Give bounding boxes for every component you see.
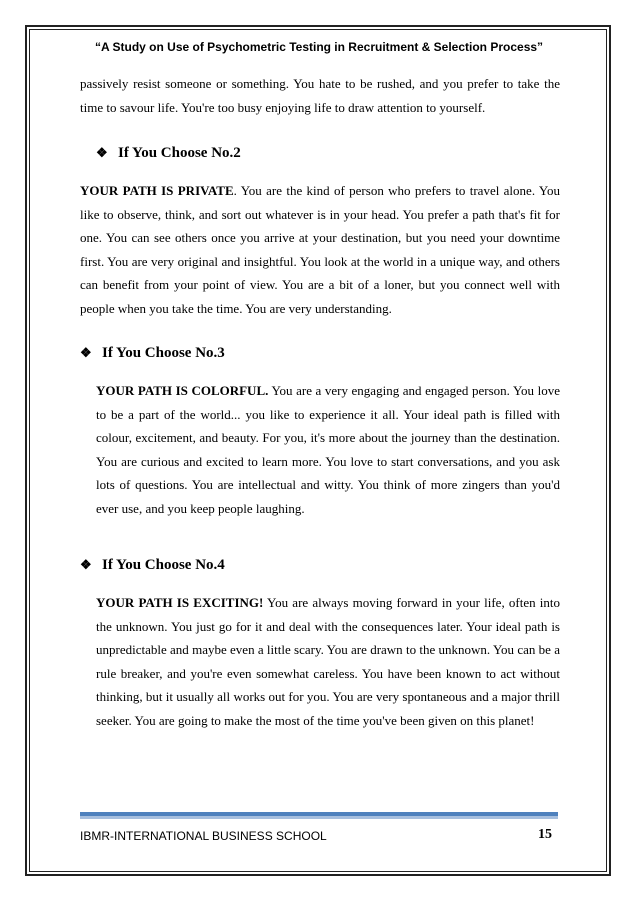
section-heading-no4 <box>80 555 560 575</box>
section-heading-text: If You Choose No.2 <box>118 145 241 161</box>
running-header: “A Study on Use of Psychometric Testing in Recruitment & Selection Process” <box>94 40 544 54</box>
section-body: You are always moving forward in your life, often into the unknown. You just go for it and deal with the consequences later. Your ideal path is unpredictable and maybe even a little scary. You are drawn to the unknown. You can be a rule breaker, and you're even somewhat careless. You have been known to act without thinking, but it usually all works out for you. You are very spontaneous and a major thrill seeker. You are going to make the most of the time you've been given on this planet! <box>96 595 560 728</box>
section-heading-no3 <box>80 343 560 363</box>
section-heading-text: If You Choose No.4 <box>102 557 225 573</box>
section-paragraph-no3 <box>96 379 560 520</box>
section-heading-text: If You Choose No.3 <box>102 345 225 361</box>
section-lead: YOUR PATH IS EXCITING! <box>96 595 264 610</box>
section-lead: YOUR PATH IS PRIVATE <box>80 183 234 198</box>
page-number: 15 <box>538 827 552 842</box>
section-paragraph-no2 <box>80 179 560 320</box>
section-lead: YOUR PATH IS COLORFUL. <box>96 383 269 398</box>
section-heading-no2 <box>96 143 560 163</box>
section-lead-punct: . <box>233 183 237 198</box>
document-body <box>80 72 560 732</box>
footer-institution: IBMR-INTERNATIONAL BUSINESS SCHOOL <box>80 829 327 843</box>
section-paragraph-no4 <box>96 591 560 732</box>
diamond-bullet-icon: ❖ <box>80 557 92 572</box>
diamond-bullet-icon: ❖ <box>80 345 92 360</box>
section-body: You are the kind of person who prefers to travel alone. You like to observe, think, and sort out whatever is in your head. You prefer a path that's fit for one. You can see others once you arrive at your destination, but you need your downtime first. You are very original and insightful. You look at the world in a unique way, and others can benefit from your point of view. You are a bit of a loner, but you connect well with people when you take the time. You are very understanding. <box>80 183 561 316</box>
intro-paragraph: passively resist someone or something. You hate to be rushed, and you prefer to take the time to savour life. You're too busy enjoying life to draw attention to yourself. <box>80 76 560 115</box>
footer-rule-shadow <box>80 816 558 819</box>
section-body: You are a very engaging and engaged person. You love to be a part of the world... you like to experience it all. Your ideal path is filled with colour, excitement, and beauty. For you, it's more about the journey than the destination. You are curious and excited to learn more. You love to start conversations, and you ask lots of questions. You are intellectual and witty. You think of more zingers than you'd ever use, and you keep people laughing. <box>96 383 560 516</box>
diamond-bullet-icon: ❖ <box>96 145 108 160</box>
